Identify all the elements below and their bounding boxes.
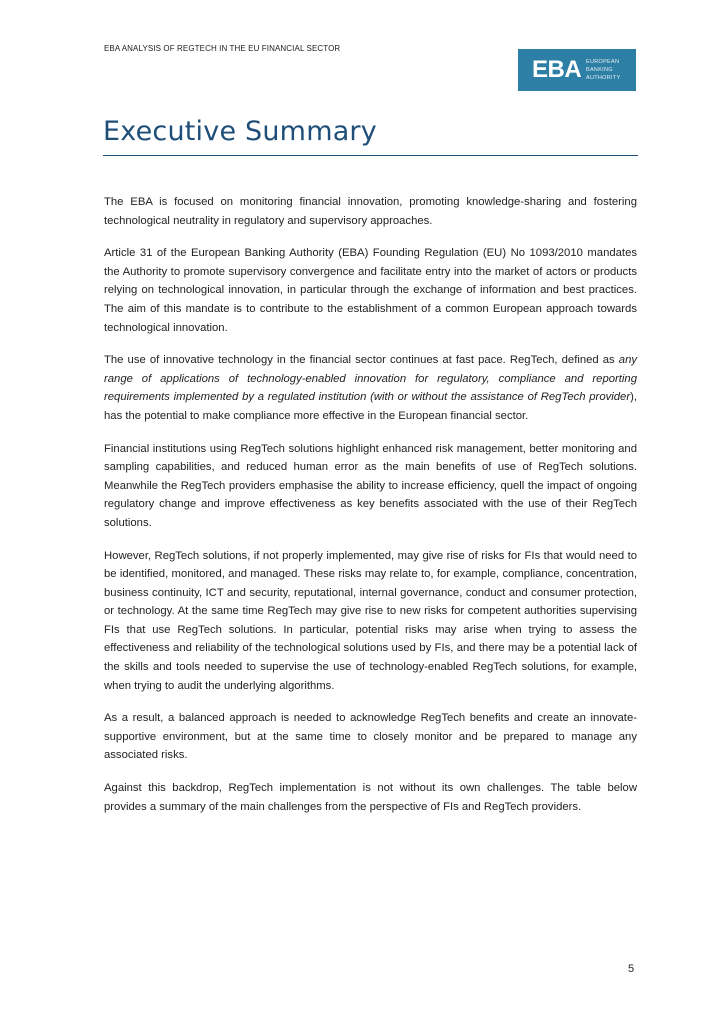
logo-wordmark	[586, 58, 620, 82]
paragraph-text: The use of innovative technology in the financial sector continues at fast pace. RegTech, defined as	[104, 354, 619, 367]
paragraph: As a result, a balanced approach is needed to acknowledge RegTech benefits and create an innovate-supportive environment, but at the same time to closely monitor and be prepared to manage any associated risks.	[104, 712, 637, 762]
paragraph: Financial institutions using RegTech solutions highlight enhanced risk management, better monitoring and sampling capabilities, and reduced human error as the main benefits of use of RegTech solutions. Meanwhile the RegTech providers emphasise the ability to increase efficiency, quell the impact of ongoing regulatory change and improve effectiveness as key benefits associated with the use of their RegTech solutions.	[104, 442, 637, 529]
paragraph-text: ), has the potential to make compliance more effective in the European financial sector.	[104, 391, 637, 422]
logo-line: BANKING	[586, 67, 613, 73]
paragraph: Against this backdrop, RegTech implementation is not without its own challenges. The table below provides a summary of the main challenges from the perspective of FIs and RegTech providers.	[104, 782, 637, 813]
paragraph-regtech-definition	[104, 351, 637, 425]
logo-line: EUROPEAN	[586, 59, 620, 65]
page-title: Executive Summary	[103, 116, 377, 147]
paragraph: The EBA is focused on monitoring financial innovation, promoting knowledge-sharing and fostering technological neutrality in regulatory and supervisory approaches.	[104, 196, 637, 227]
logo-line: AUTHORITY	[586, 75, 621, 81]
page-number: 5	[628, 963, 635, 975]
regtech-definition: any range of applications of technology-enabled innovation for regulatory, compliance and reporting requirements implemented by a regulated institution (with or without the assistance of RegTech provider	[104, 354, 637, 404]
body-text	[104, 193, 637, 830]
eba-logo	[518, 49, 636, 91]
logo-mark: EBA	[532, 56, 582, 83]
title-underline	[103, 155, 638, 156]
paragraph: Article 31 of the European Banking Authority (EBA) Founding Regulation (EU) No 1093/2010 mandates the Authority to promote supervisory convergence and facilitate entry into the market of actors or products relying on technological innovation, in particular through the exchange of information and best practices. The aim of this mandate is to contribute to the establishment of a common European approach towards technological innovation.	[104, 247, 637, 334]
running-header: EBA ANALYSIS OF REGTECH IN THE EU FINANCIAL SECTOR	[104, 44, 341, 53]
paragraph: However, RegTech solutions, if not properly implemented, may give rise of risks for FIs that would need to be identified, monitored, and managed. These risks may relate to, for example, compliance, concentration, business continuity, ICT and security, reputational, internal governance, conduct and consumer protection, or technology. At the same time RegTech may give rise to new risks for competent authorities supervising FIs that use RegTech solutions. In particular, potential risks may arise when trying to assess the effectiveness and reliability of the technological solutions used by FIs, and there may be a potential lack of the skills and tools needed to supervise the use of technology-enabled RegTech solutions, for example, when trying to audit the underlying algorithms.	[104, 549, 637, 692]
